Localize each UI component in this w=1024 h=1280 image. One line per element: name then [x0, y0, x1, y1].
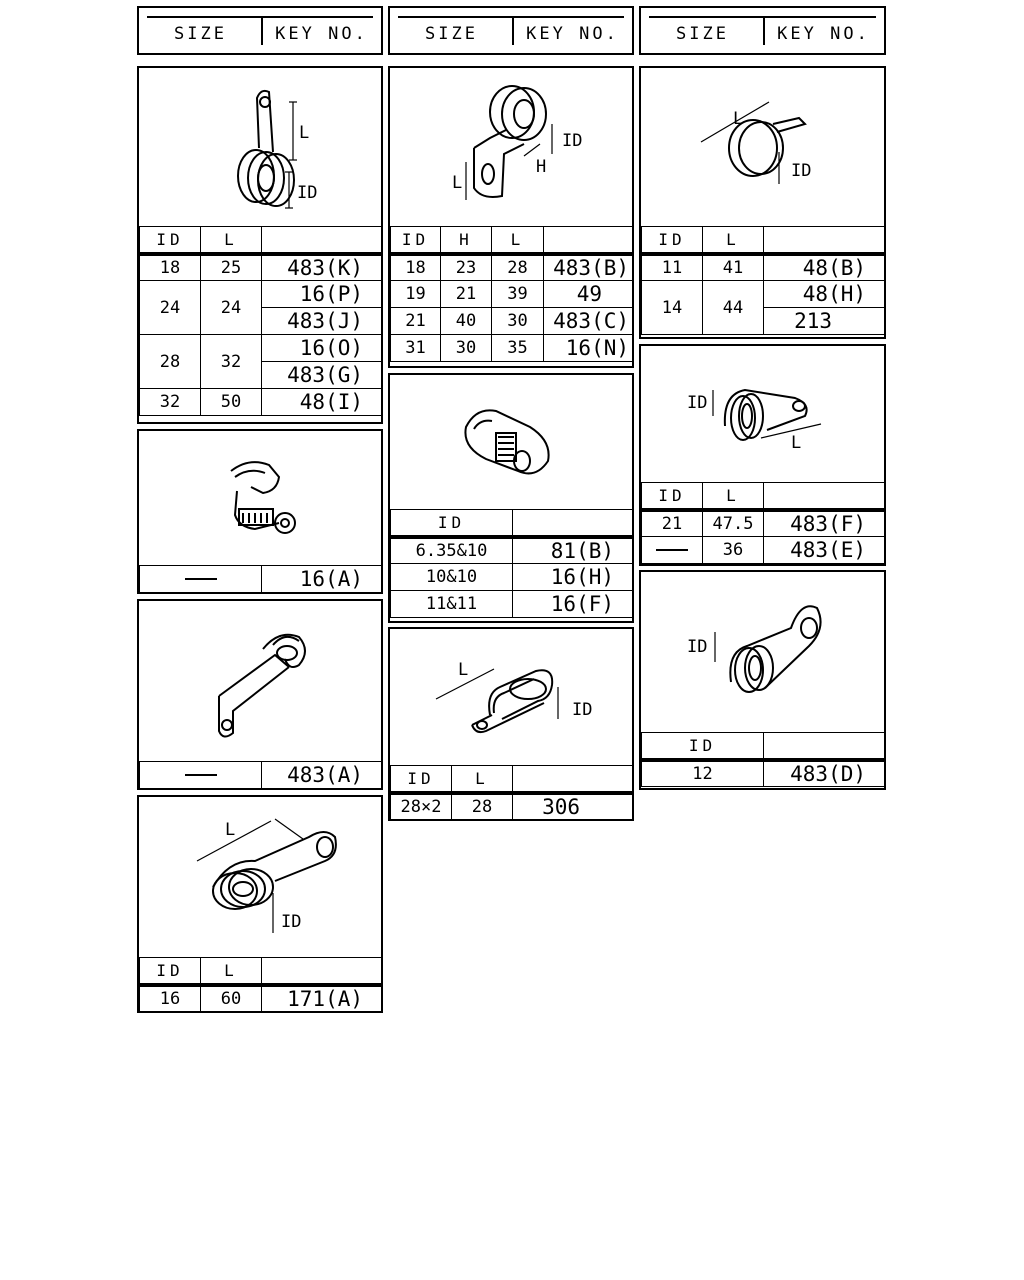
size-table — [139, 226, 382, 416]
cell-l: 32 — [201, 335, 262, 389]
table-header-row — [642, 733, 885, 760]
cell-key: 483(G) — [262, 362, 382, 389]
cell-id — [642, 537, 703, 564]
cell-h: 23 — [441, 254, 492, 281]
cell-key: 483(E) — [764, 537, 885, 564]
table-header-row — [140, 227, 382, 254]
cell-id: 18 — [391, 254, 441, 281]
clamp-panel-c1-3 — [137, 599, 383, 790]
clip-illustration — [139, 431, 381, 565]
col-key — [764, 483, 885, 510]
cell-key: 81(B) — [513, 537, 633, 564]
double-clip-illustration — [390, 375, 632, 509]
cell-h: 40 — [441, 308, 492, 335]
cell-id: 12 — [642, 760, 764, 787]
col-h: H — [441, 227, 492, 254]
table-row — [391, 793, 633, 820]
cell-l: 28 — [492, 254, 544, 281]
table-row — [140, 762, 382, 789]
size-table — [641, 482, 885, 564]
table-row — [642, 537, 885, 564]
cell-key: 16(F) — [513, 591, 633, 618]
dim-label-l: L — [225, 820, 236, 840]
clamp-panel-c1-1 — [137, 66, 383, 424]
col-key — [262, 227, 382, 254]
cell-id: 19 — [391, 281, 441, 308]
cell-id: 21 — [642, 510, 703, 537]
size-header: SIZE — [174, 23, 227, 44]
cell-id: 16 — [140, 985, 201, 1012]
dim-label-h: H — [536, 157, 547, 177]
cell-l: 39 — [492, 281, 544, 308]
dim-label-l: L — [791, 433, 802, 453]
table-row — [391, 564, 633, 591]
cell-key: 48(B) — [764, 254, 885, 281]
dash — [185, 774, 217, 776]
header-col1 — [137, 6, 383, 55]
col-l: L — [452, 766, 513, 793]
size-table — [390, 509, 633, 618]
cell-l: 44 — [703, 281, 764, 335]
bracket-clamp-illustration — [139, 601, 381, 761]
cell-l: 60 — [201, 985, 262, 1012]
header-rule — [398, 16, 624, 18]
cell-key: 483(A) — [262, 762, 382, 789]
cell-key: 483(J) — [262, 308, 382, 335]
cell-l: 36 — [703, 537, 764, 564]
cell-l: 24 — [201, 281, 262, 335]
cell-id: 11 — [642, 254, 703, 281]
col-key — [764, 227, 885, 254]
key-no-header: KEY NO. — [275, 23, 368, 44]
col-id: ID — [140, 958, 201, 985]
cell-key: 483(D) — [764, 760, 885, 787]
table-header-row — [391, 766, 633, 793]
cell-id — [140, 762, 262, 789]
table-row — [391, 254, 633, 281]
key-no-header: KEY NO. — [526, 23, 619, 44]
table-row — [140, 281, 382, 308]
size-table — [139, 565, 382, 593]
dim-label-id: ID — [791, 161, 812, 181]
key-no-header: KEY NO. — [777, 23, 870, 44]
header-col2 — [388, 6, 634, 55]
cell-id: 32 — [140, 389, 201, 416]
clamp-panel-c3-3 — [639, 570, 886, 790]
col-key — [262, 958, 382, 985]
cell-l: 25 — [201, 254, 262, 281]
cell-key: 483(C) — [544, 308, 633, 335]
dim-label-l: L — [299, 123, 310, 143]
cell-id: 24 — [140, 281, 201, 335]
clamp-panel-c1-4 — [137, 795, 383, 1013]
cell-key: 16(A) — [262, 566, 382, 593]
cell-id: 6.35&10 — [391, 537, 513, 564]
double-clamp-illustration — [390, 629, 632, 765]
size-header: SIZE — [425, 23, 478, 44]
size-table — [390, 765, 633, 820]
cell-key: 483(B) — [544, 254, 633, 281]
cell-l: 30 — [492, 308, 544, 335]
cell-key: 213 — [764, 308, 885, 335]
cell-key: 16(P) — [262, 281, 382, 308]
table-row — [140, 566, 382, 593]
clamp-panel-c3-1 — [639, 66, 886, 339]
cell-id: 14 — [642, 281, 703, 335]
size-table — [641, 226, 885, 335]
table-header-row — [642, 227, 885, 254]
cell-key: 483(K) — [262, 254, 382, 281]
cell-h: 21 — [441, 281, 492, 308]
header-divider — [763, 18, 765, 45]
cell-id: 18 — [140, 254, 201, 281]
size-table — [139, 761, 382, 789]
p-clamp-illustration — [139, 797, 381, 957]
cell-id: 11&11 — [391, 591, 513, 618]
cell-key: 16(O) — [262, 335, 382, 362]
col-key — [513, 766, 633, 793]
cell-key: 16(N) — [544, 335, 633, 362]
size-table — [641, 732, 885, 787]
clamp-illustration — [139, 68, 381, 226]
cell-l: 41 — [703, 254, 764, 281]
cell-l: 50 — [201, 389, 262, 416]
size-table — [139, 957, 382, 1012]
size-header: SIZE — [676, 23, 729, 44]
clamp-panel-c1-2 — [137, 429, 383, 594]
clamp-panel-c2-3 — [388, 627, 634, 821]
clamp-panel-c3-2 — [639, 344, 886, 566]
table-row — [140, 335, 382, 362]
header-rule — [147, 16, 373, 18]
cell-key: 16(H) — [513, 564, 633, 591]
p-clamp-illustration — [641, 572, 884, 732]
table-row — [642, 281, 885, 308]
cell-id: 10&10 — [391, 564, 513, 591]
col-id: ID — [391, 510, 513, 537]
dash — [656, 549, 688, 551]
bracket-clamp-illustration — [390, 68, 632, 226]
table-row — [391, 591, 633, 618]
col-key — [544, 227, 633, 254]
table-header-row — [642, 483, 885, 510]
table-header-row — [391, 510, 633, 537]
cell-h: 30 — [441, 335, 492, 362]
col-id: ID — [642, 483, 703, 510]
dim-label-l: L — [733, 109, 744, 129]
col-l: L — [201, 227, 262, 254]
header-col3 — [639, 6, 886, 55]
cell-key: 48(H) — [764, 281, 885, 308]
table-row — [391, 281, 633, 308]
cell-key: 48(I) — [262, 389, 382, 416]
clamp-panel-c2-2 — [388, 373, 634, 623]
dim-label-l: L — [452, 173, 463, 193]
cell-id — [140, 566, 262, 593]
col-key — [764, 733, 885, 760]
dim-label-id: ID — [281, 912, 302, 932]
col-id: ID — [140, 227, 201, 254]
table-row — [391, 537, 633, 564]
table-header-row — [140, 958, 382, 985]
table-row — [642, 760, 885, 787]
col-l: L — [201, 958, 262, 985]
dim-label-id: ID — [687, 637, 708, 657]
cell-l: 28 — [452, 793, 513, 820]
cell-key: 171(A) — [262, 985, 382, 1012]
p-clamp-illustration — [641, 346, 884, 482]
band-clamp-illustration — [641, 68, 884, 226]
cell-id: 28×2 — [391, 793, 452, 820]
dim-label-l: L — [458, 660, 469, 680]
table-row — [391, 335, 633, 362]
dim-label-id: ID — [562, 131, 583, 151]
cell-id: 31 — [391, 335, 441, 362]
col-id: ID — [391, 766, 452, 793]
table-row — [391, 308, 633, 335]
size-table — [390, 226, 633, 362]
cell-key: 483(F) — [764, 510, 885, 537]
dim-label-id: ID — [572, 700, 593, 720]
table-row — [642, 254, 885, 281]
dim-label-id: ID — [297, 183, 318, 203]
table-row — [140, 389, 382, 416]
table-row — [642, 510, 885, 537]
header-divider — [261, 18, 263, 45]
col-key — [513, 510, 633, 537]
col-id: ID — [391, 227, 441, 254]
col-l: L — [703, 227, 764, 254]
clamp-panel-c2-1 — [388, 66, 634, 368]
dim-label-id: ID — [687, 393, 708, 413]
col-id: ID — [642, 227, 703, 254]
table-header-row — [391, 227, 633, 254]
cell-key: 306 — [513, 793, 633, 820]
cell-l: 35 — [492, 335, 544, 362]
cell-id: 28 — [140, 335, 201, 389]
cell-key: 49 — [544, 281, 633, 308]
table-row — [140, 985, 382, 1012]
col-l: L — [492, 227, 544, 254]
table-row — [140, 254, 382, 281]
cell-id: 21 — [391, 308, 441, 335]
cell-l: 47.5 — [703, 510, 764, 537]
col-id: ID — [642, 733, 764, 760]
header-divider — [512, 18, 514, 45]
dash — [185, 578, 217, 580]
col-l: L — [703, 483, 764, 510]
